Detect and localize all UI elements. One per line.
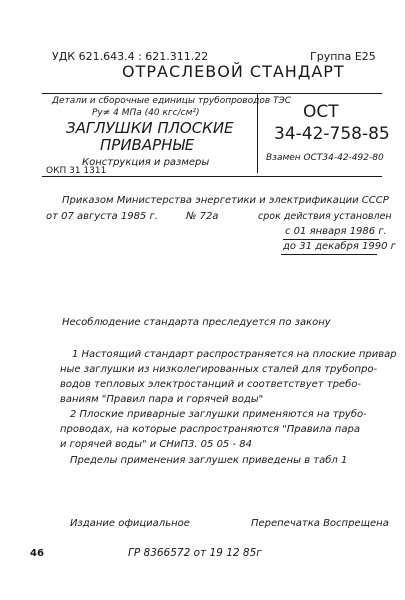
page-number: 46 bbox=[30, 548, 44, 559]
order-date: от 07 августа 1985 г. bbox=[46, 211, 158, 222]
order-number: № 72а bbox=[186, 211, 219, 222]
body-line: ваниям "Правил пара и горячей воды" bbox=[60, 394, 264, 405]
body-line: проводах, на которые распространяются "Правила пара bbox=[60, 424, 360, 435]
category-text: Детали и сборочные единицы трубопроводов ТЭС bbox=[52, 96, 292, 106]
validity-to-underline bbox=[281, 254, 377, 255]
pressure-text: Ру≠ 4 МПа (40 кгс/см²) bbox=[92, 108, 200, 118]
title-block-bottom-line bbox=[42, 176, 382, 177]
validity-from-underline bbox=[283, 239, 379, 240]
body-line: 1 Настоящий стандарт распространяется на плоские привар bbox=[72, 349, 397, 360]
body-line: 2 Плоские приварные заглушки применяются на трубо- bbox=[70, 409, 367, 420]
validity-from: с 01 января 1986 г. bbox=[285, 226, 387, 237]
legal-warning: Несоблюдение стандарта преследуется по закону bbox=[62, 317, 331, 328]
order-text: Приказом Министерства энергетики и электрификации СССР bbox=[62, 195, 389, 206]
subtitle-text: Конструкция и размеры bbox=[82, 157, 210, 168]
body-line: и горячей воды" и СНиП3. 05 05 - 84 bbox=[60, 439, 252, 450]
validity-to: до 31 декабря 1990 г bbox=[283, 241, 396, 252]
ost-label: ОСТ bbox=[303, 102, 339, 122]
group-code: Группа Е25 bbox=[310, 50, 376, 63]
reprint-text: Перепечатка Воспрещена bbox=[251, 518, 389, 529]
replaces-text: Взамен ОСТ34-42-492-80 bbox=[266, 153, 384, 163]
edition-text: Издание официальное bbox=[70, 518, 190, 529]
body-line: водов тепловых электростанций и соответствует требо- bbox=[60, 379, 361, 390]
body-line: Пределы применения заглушек приведены в табл 1 bbox=[70, 455, 348, 466]
okp-code: ОКП 31 1311 bbox=[46, 166, 107, 176]
udc-code: УДК 621.643.4 : 621.311.22 bbox=[52, 50, 209, 63]
ost-number: 34-42-758-85 bbox=[274, 124, 390, 144]
standard-title: ОТРАСЛЕВОЙ СТАНДАРТ bbox=[122, 62, 345, 81]
registration-text: ГР 8366572 от 19 12 85г bbox=[128, 547, 262, 559]
validity-label: срок действия установлен bbox=[258, 211, 392, 222]
product-name-line2: ПРИВАРНЫЕ bbox=[100, 136, 195, 154]
body-line: ные заглушки из низколегированных сталей для трубопро- bbox=[60, 364, 378, 375]
title-block-top-line bbox=[42, 93, 382, 94]
product-name-line1: ЗАГЛУШКИ ПЛОСКИЕ bbox=[66, 119, 234, 137]
